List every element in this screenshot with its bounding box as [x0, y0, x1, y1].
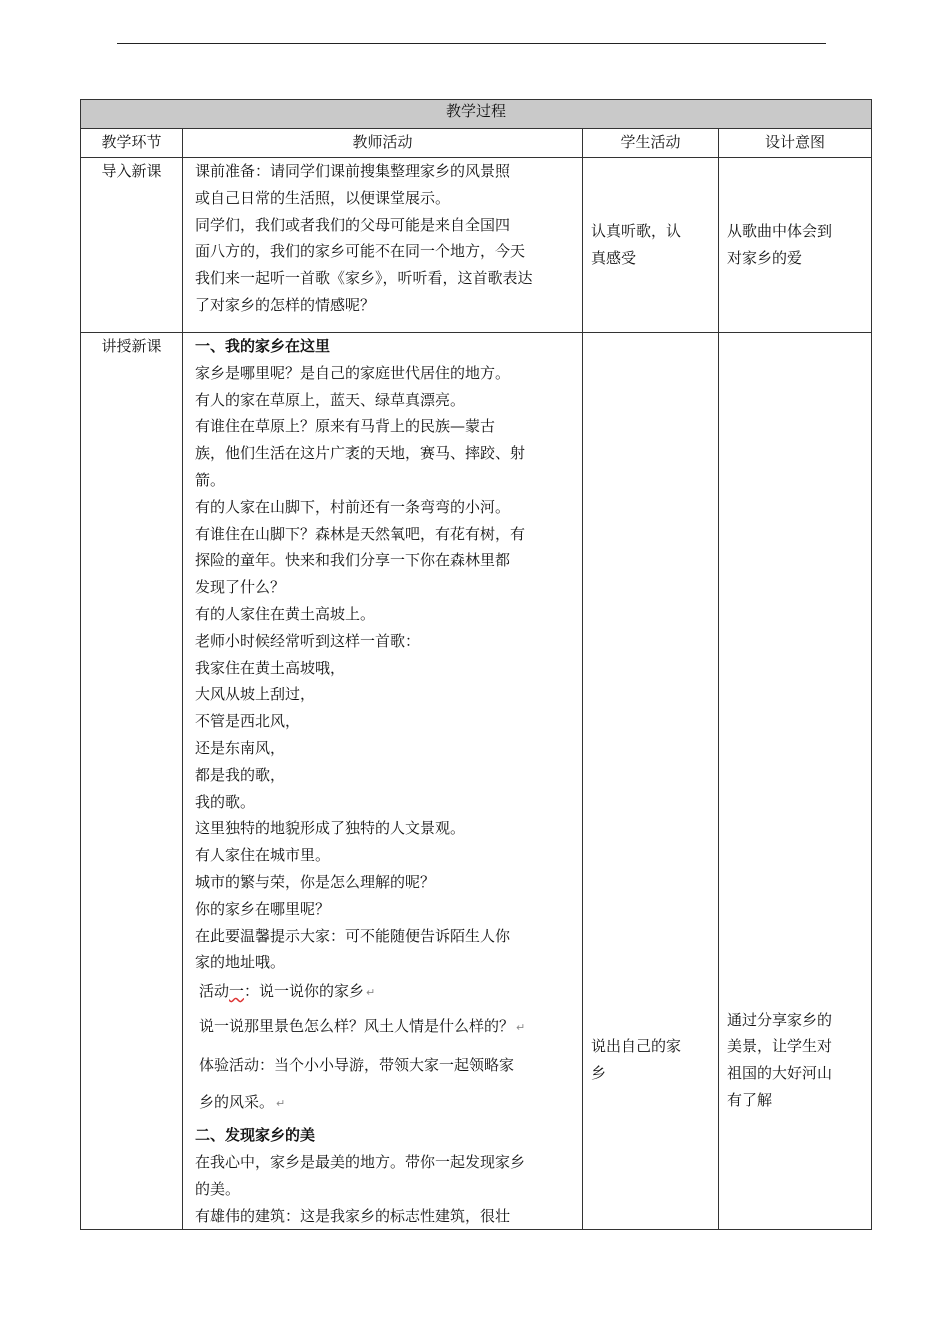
text-line: 箭。	[195, 470, 226, 489]
header-teacher: 教师活动	[183, 129, 583, 158]
text-line: 通过分享家乡的	[727, 1010, 833, 1029]
text-line: 这里独特的地貌形成了独特的人文景观。	[195, 819, 466, 838]
text-line: 美景，让学生对	[727, 1037, 833, 1056]
table-row	[81, 158, 872, 333]
text-line: 还是东南风，	[195, 738, 286, 757]
paragraph-mark-icon: ↵	[516, 1021, 526, 1035]
design-intent-cell	[719, 158, 872, 333]
text-line: 乡	[591, 1064, 607, 1083]
design-intent-cell	[719, 333, 872, 1230]
text-line: 族，他们生活在这片广袤的天地，赛马、摔跤、射	[195, 444, 526, 463]
student-activity-cell	[583, 158, 719, 333]
text-line: 祖国的大好河山	[727, 1064, 833, 1083]
table-title-row	[81, 100, 872, 129]
activity-title	[199, 976, 570, 1008]
activity-label: 活动	[199, 982, 230, 1001]
header-rule	[117, 43, 826, 44]
text-line: 从歌曲中体会到	[727, 222, 833, 241]
activity-box	[195, 976, 574, 1122]
text-line: 大风从坡上刮过，	[195, 685, 316, 704]
text-line: 说出自己的家	[591, 1037, 682, 1056]
activity-line: 体验活动：当个小小导游，带领大家一起领略家	[199, 1056, 515, 1075]
paragraph-mark-icon: ↵	[276, 1097, 286, 1111]
lesson-process-table	[80, 99, 872, 1230]
text-line: 有了解	[727, 1090, 773, 1109]
header-student: 学生活动	[583, 129, 719, 158]
activity-number: 一	[229, 982, 245, 1001]
text-line: 家的地址哦。	[195, 953, 286, 972]
activity-title-text: ：说一说你的家乡	[244, 982, 365, 1001]
table-row	[81, 333, 872, 1230]
text-line: 在我心中，家乡是最美的地方。带你一起发现家乡	[195, 1152, 526, 1171]
activity-line	[199, 1008, 570, 1046]
header-stage: 教学环节	[81, 129, 183, 158]
text-line: 家乡是哪里呢？是自己的家庭世代居住的地方。	[195, 363, 511, 382]
activity-text: 说一说那里景色怎么样？风土人情是什么样的？	[199, 1017, 515, 1036]
text-line: 不管是西北风，	[195, 712, 301, 731]
text-line: 有的人家在山脚下，村前还有一条弯弯的小河。	[195, 497, 511, 516]
text-line: 你的家乡在哪里呢？	[195, 899, 331, 918]
text-line: 探险的童年。快来和我们分享一下你在森林里都	[195, 551, 511, 570]
header-intent: 设计意图	[719, 129, 872, 158]
activity-text: 乡的风采。	[199, 1093, 275, 1112]
text-line: 有人家住在城市里。	[195, 846, 331, 865]
text-line: 有人的家在草原上，蓝天、绿草真漂亮。	[195, 390, 466, 409]
text-line: 老师小时候经常听到这样一首歌：	[195, 631, 421, 650]
text-line: 真感受	[591, 249, 637, 267]
text-line: 在此要温馨提示大家：可不能随便告诉陌生人你	[195, 926, 511, 945]
stage-cell: 导入新课	[81, 158, 183, 333]
table-title: 教学过程	[81, 100, 872, 129]
student-activity-cell	[583, 333, 719, 1230]
text-line: 有谁住在山脚下？森林是天然氧吧，有花有树，有	[195, 524, 526, 543]
text-line: 了对家乡的怎样的情感呢？	[195, 295, 376, 314]
teacher-activity-cell	[183, 333, 583, 1230]
stage-cell: 讲授新课	[81, 333, 183, 1230]
section-heading: 一、我的家乡在这里	[195, 337, 331, 355]
text-line: 或自己日常的生活照，以便课堂展示。	[195, 188, 451, 207]
text-line: 都是我的歌，	[195, 765, 286, 784]
activity-line	[199, 1084, 570, 1122]
text-line: 认真听歌，认	[591, 222, 682, 241]
text-line: 有谁住在草原上？原来有马背上的民族—蒙古	[195, 417, 496, 436]
text-line: 我的歌。	[195, 792, 256, 811]
text-line: 课前准备：请同学们课前搜集整理家乡的风景照	[195, 162, 511, 180]
section-heading: 二、发现家乡的美	[195, 1126, 316, 1145]
text-line: 我家住在黄土高坡哦，	[195, 658, 346, 677]
text-line: 发现了什么？	[195, 578, 286, 597]
text-line: 城市的繁与荣，你是怎么理解的呢？	[195, 872, 436, 891]
text-line: 面八方的，我们的家乡可能不在同一个地方，今天	[195, 242, 526, 261]
text-line: 有雄伟的建筑：这是我家乡的标志性建筑，很壮	[195, 1206, 511, 1225]
teacher-activity-cell	[183, 158, 583, 333]
text-line: 同学们，我们或者我们的父母可能是来自全国四	[195, 215, 511, 234]
text-line: 的美。	[195, 1179, 241, 1198]
text-line: 我们来一起听一首歌《家乡》，听听看，这首歌表达	[195, 269, 533, 288]
text-line: 对家乡的爱	[727, 249, 803, 267]
text-line: 有的人家住在黄土高坡上。	[195, 604, 376, 623]
paragraph-mark-icon: ↵	[366, 986, 376, 1000]
table-header-row	[81, 129, 872, 158]
